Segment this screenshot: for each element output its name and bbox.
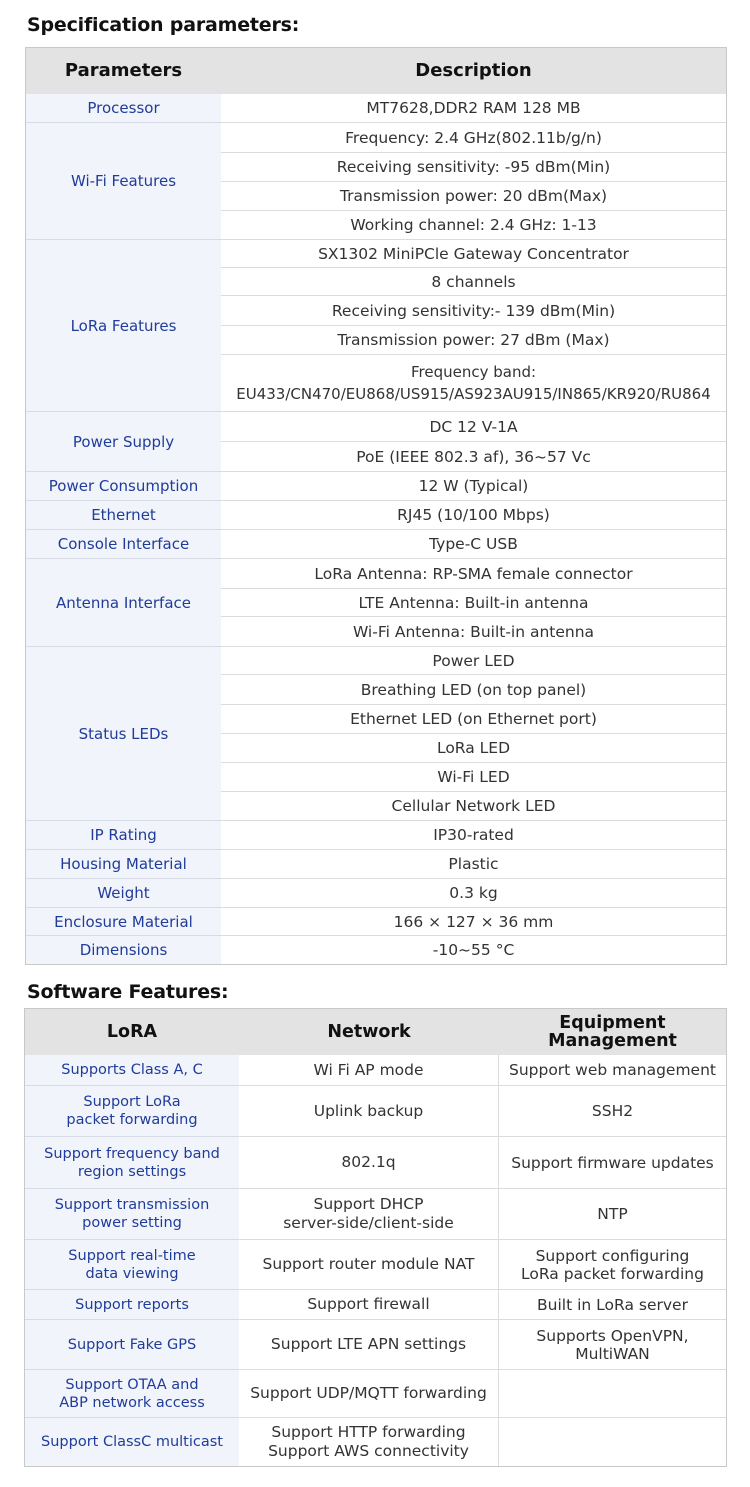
desc-cell: LTE Antenna: Built-in antenna [221,589,726,617]
spec-table-header [26,48,726,94]
lora-feature-cell: Support frequency band region settings [25,1137,239,1189]
param-housing-material: Housing Material [26,850,221,879]
desc-cell: 8 channels [221,268,726,296]
lora-feature-cell: Support reports [25,1290,239,1320]
param-power-consumption: Power Consumption [26,472,221,501]
param-dimensions: Dimensions [26,936,221,964]
lora-feature-cell: Support Fake GPS [25,1320,239,1370]
desc-cell: IP30-rated [221,821,726,850]
lora-feature-cell: Support ClassC multicast [25,1418,239,1466]
network-feature-cell: Support HTTP forwarding Support AWS connectivity [239,1418,499,1466]
desc-cell: SX1302 MiniPCle Gateway Concentrator [221,240,726,268]
spec-table [25,47,727,965]
param-lora-features: LoRa Features [26,240,221,412]
desc-cell: 166 × 127 × 36 mm [221,908,726,936]
equipment-feature-cell: NTP [499,1189,726,1240]
desc-cell: Wi-Fi Antenna: Built-in antenna [221,617,726,647]
equipment-feature-cell: Built in LoRa server [499,1290,726,1320]
equipment-feature-cell [499,1418,726,1466]
software-table [24,1008,727,1467]
desc-cell: -10~55 °C [432,941,515,959]
desc-cell: LoRa LED [221,734,726,763]
desc-cell: RJ45 (10/100 Mbps) [221,501,726,530]
desc-cell: Receiving sensitivity: -95 dBm(Min) [221,153,726,182]
desc-cell: Ethernet LED (on Ethernet port) [221,705,726,734]
desc-cell: Power LED [221,647,726,675]
software-section-title: Software Features: [27,981,229,1003]
param-processor: Processor [26,94,221,123]
desc-cell: Frequency: 2.4 GHz(802.11b/g/n) [221,123,726,153]
param-ip-rating: IP Rating [26,821,221,850]
desc-cell: 0.3 kg [221,879,726,908]
param-status-leds: Status LEDs [26,647,221,821]
header-network: Network [327,1022,411,1042]
desc-cell: PoE (IEEE 802.3 af), 36~57 Vc [221,442,726,472]
param-weight: Weight [26,879,221,908]
lora-feature-cell: Support LoRa packet forwarding [25,1086,239,1137]
desc-cell: Working channel: 2.4 GHz: 1-13 [221,211,726,240]
network-feature-cell: Support LTE APN settings [239,1320,499,1370]
header-lora: LoRA [106,1022,158,1042]
desc-cell: LoRa Antenna: RP-SMA female connector [221,559,726,589]
desc-cell: Type-C USB [221,530,726,559]
equipment-feature-cell: Support configuring LoRa packet forwarding [499,1240,726,1290]
desc-cell: DC 12 V-1A [221,412,726,442]
lora-feature-cell: Support OTAA and ABP network access [25,1370,239,1418]
equipment-feature-cell: Support web management [499,1055,726,1086]
param-enclosure-material: Enclosure Material [26,908,221,936]
spec-section-title: Specification parameters: [27,14,300,36]
equipment-feature-cell: Support firmware updates [499,1137,726,1189]
param-console-interface: Console Interface [26,530,221,559]
desc-cell: Breathing LED (on top panel) [221,675,726,705]
param-antenna-interface: Antenna Interface [26,559,221,647]
header-description: Description [415,60,532,81]
network-feature-cell: Support router module NAT [239,1240,499,1290]
equipment-feature-cell [499,1370,726,1418]
lora-feature-cell: Supports Class A, C [25,1055,239,1086]
param-ethernet: Ethernet [26,501,221,530]
desc-cell: Receiving sensitivity:- 139 dBm(Min) [221,296,726,326]
param-power-supply: Power Supply [26,412,221,472]
network-feature-cell: Support firewall [239,1290,499,1320]
desc-cell: Frequency band: EU433/CN470/EU868/US915/AS923AU915/IN865/KR920/RU864 [221,355,726,412]
desc-cell: Transmission power: 27 dBm (Max) [221,326,726,355]
equipment-feature-cell: Supports OpenVPN, MultiWAN [499,1320,726,1370]
network-feature-cell: Support UDP/MQTT forwarding [239,1370,499,1418]
network-feature-cell: Wi Fi AP mode [239,1055,499,1086]
header-equipment-management: Equipment Management [548,1013,677,1051]
lora-feature-cell: Support transmission power setting [25,1189,239,1240]
equipment-feature-cell: SSH2 [499,1086,726,1137]
desc-cell: Plastic [221,850,726,879]
lora-feature-cell: Support real-time data viewing [25,1240,239,1290]
software-table-header [25,1009,726,1055]
network-feature-cell: 802.1q [239,1137,499,1189]
desc-cell: Transmission power: 20 dBm(Max) [221,182,726,211]
desc-cell: 12 W (Typical) [221,472,726,501]
desc-cell: Cellular Network LED [221,792,726,821]
desc-cell: MT7628,DDR2 RAM 128 MB [221,94,726,123]
param-wifi-features: Wi-Fi Features [26,123,221,240]
network-feature-cell: Uplink backup [239,1086,499,1137]
desc-cell: Wi-Fi LED [221,763,726,792]
network-feature-cell: Support DHCP server-side/client-side [239,1189,499,1240]
header-parameters: Parameters [64,60,183,81]
